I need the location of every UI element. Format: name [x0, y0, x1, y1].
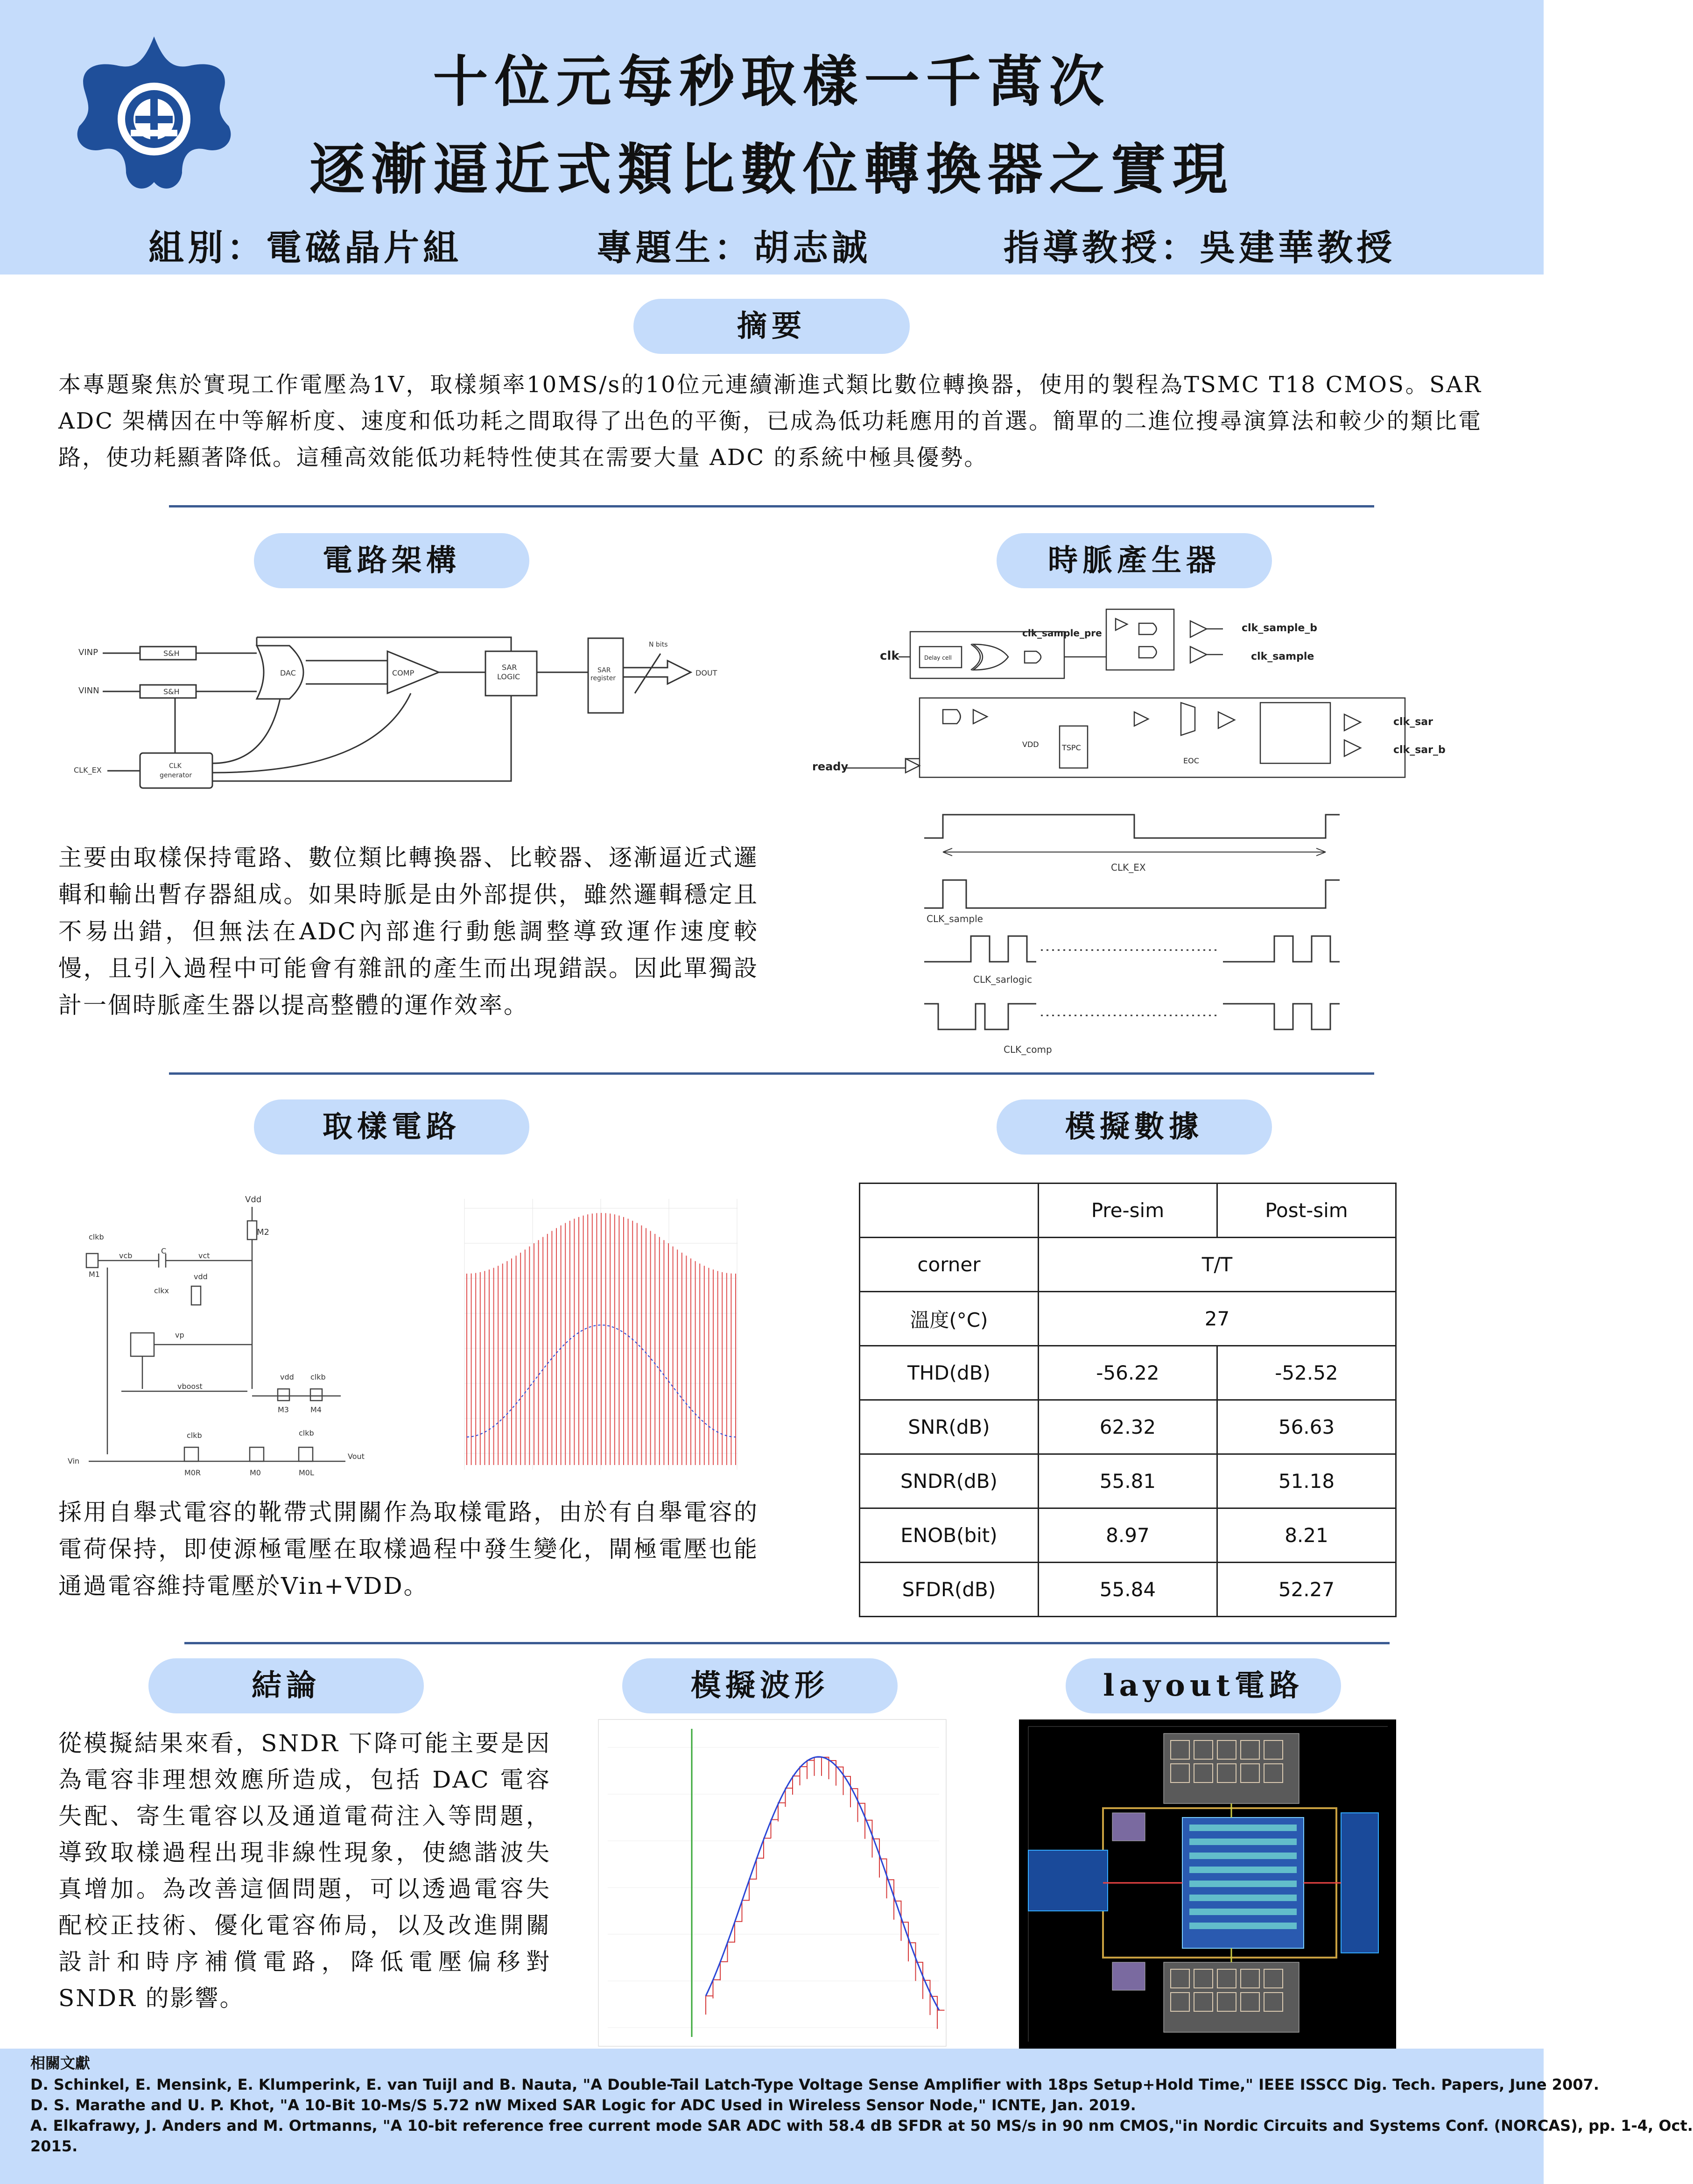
- sch-m3-label: M3: [278, 1405, 289, 1414]
- sh-top-label: S&H: [163, 649, 180, 658]
- sch-m0l-label: M0L: [299, 1468, 314, 1477]
- clk-sar-b-label: clk_sar_b: [1393, 744, 1446, 756]
- table-cell: T/T: [1038, 1238, 1396, 1292]
- sch-m0r-label: M0R: [184, 1468, 201, 1477]
- advisor-label: 指導教授：吳建華教授: [1004, 227, 1396, 268]
- sch-m0-label: M0: [250, 1468, 261, 1477]
- sch-clkb2-label: clkb: [310, 1373, 326, 1381]
- timing-clk-comp-label: CLK_comp: [1004, 1044, 1052, 1055]
- sh-bottom-label: S&H: [163, 687, 180, 696]
- sar-adc-block-diagram: [70, 633, 724, 796]
- sar-logic-label-2: LOGIC: [497, 672, 520, 681]
- tspc-label: TSPC: [1062, 743, 1081, 752]
- sch-m4-label: M4: [310, 1405, 322, 1414]
- clk-sar-latch: [1260, 703, 1330, 763]
- section-divider: [169, 1072, 1374, 1075]
- abstract-heading: 摘要: [633, 299, 910, 354]
- table-cell: 27: [1038, 1292, 1396, 1346]
- dac-label: DAC: [280, 669, 296, 677]
- table-row: [860, 1346, 1396, 1400]
- poster-title-line2: 逐漸逼近式類比數位轉換器之實現: [309, 137, 1234, 202]
- table-cell: 8.97: [1038, 1508, 1217, 1563]
- table-cell: THD(dB): [860, 1346, 1039, 1400]
- simulation-heading: 模擬數據: [997, 1099, 1272, 1155]
- sch-vct-label: vct: [198, 1251, 210, 1260]
- timing-clk-sample-label: CLK_sample: [927, 913, 983, 924]
- reference-item: 2015.: [30, 2137, 78, 2155]
- table-row: [860, 1454, 1396, 1508]
- clock-generator-heading: 時脈產生器: [997, 533, 1272, 588]
- conclusion-heading: 結論: [148, 1658, 424, 1713]
- clk-sar-label: clk_sar: [1393, 716, 1433, 728]
- sch-m1-label: M1: [89, 1270, 100, 1279]
- table-cell: 8.21: [1217, 1508, 1396, 1563]
- table-header-cell: Post-sim: [1217, 1184, 1396, 1238]
- clk-gen-label-1: CLK: [169, 762, 182, 770]
- timing-clk-sarlogic-label: CLK_sarlogic: [973, 974, 1033, 985]
- table-cell: -52.52: [1217, 1346, 1396, 1400]
- timing-diagram: [915, 810, 1349, 1057]
- eoc-label: EOC: [1183, 756, 1199, 765]
- table-cell: 62.32: [1038, 1400, 1217, 1454]
- sch-vout-label: Vout: [348, 1452, 365, 1461]
- sch-vdd-label: vdd: [194, 1272, 208, 1281]
- clk-gen-label-2: generator: [160, 772, 192, 779]
- sar-logic-label-1: SAR: [502, 663, 517, 672]
- poster-title-line1: 十位元每秒取樣一千萬次: [433, 49, 1111, 114]
- clk-generator-block: [140, 753, 212, 788]
- layout-dac-array-bottom: [1164, 1962, 1299, 2032]
- group-label: 組別：電磁晶片組: [148, 227, 462, 268]
- sch-clkb-label: clkb: [89, 1233, 104, 1241]
- sch-m2-label: M2: [257, 1227, 269, 1237]
- table-cell: 52.27: [1217, 1563, 1396, 1617]
- student-label: 專題生：胡志誠: [597, 227, 871, 268]
- timing-clk-ex-label: CLK_EX: [1111, 862, 1146, 873]
- layout-dac-array-top: [1164, 1733, 1299, 1804]
- table-cell: SFDR(dB): [860, 1563, 1039, 1617]
- sch-clkb3-label: clkb: [187, 1431, 202, 1440]
- clk-input-label: clk: [880, 649, 899, 663]
- diagram-vinp-label: VINP: [78, 648, 98, 657]
- abstract-text: 本專題聚焦於實現工作電壓為1V，取樣頻率10MS/s的10位元連續漸進式類比數位轉換器，使用的製程為TSMC T18 CMOS。SAR ADC 架構因在中等解析度、速度和低功耗之間取得了出色的平衡，已成為低功耗應用的首選。簡單的二進位搜尋演算法和較少的類比電路，使功耗顯著降低。這種高效能低功耗特性使其在需要大量 ADC 的系統中極具優勢。: [58, 372, 1482, 471]
- layout-circuit-image: [1019, 1719, 1396, 2049]
- layout-heading: layout電路: [1066, 1658, 1341, 1713]
- table-header-cell: [860, 1184, 1039, 1238]
- bootstrap-switch-schematic: [61, 1193, 365, 1482]
- nbits-label: N bits: [649, 641, 668, 648]
- sch-vin-label: Vin: [68, 1457, 80, 1465]
- ready-label: ready: [812, 760, 849, 773]
- table-header-cell: Pre-sim: [1038, 1184, 1217, 1238]
- sch-clkx-label: clkx: [154, 1286, 169, 1295]
- table-row: [860, 1400, 1396, 1454]
- sar-register-label-1: SAR: [597, 667, 611, 674]
- sampling-text: 採用自舉式電容的靴帶式開關作為取樣電路，由於有自舉電容的電荷保持，即使源極電壓在取樣過程中發生變化，閘極電壓也能通過電容維持電壓於Vin+VDD。: [58, 1499, 759, 1599]
- architecture-text: 主要由取樣保持電路、數位類比轉換器、比較器、逐漸逼近式邏輯和輸出暫存器組成。如果時脈是由外部提供，雖然邏輯穩定且不易出錯，但無法在ADC內部進行動態調整導致運作速度較慢，且引入過程中可能會有雜訊的產生而出現錯誤。因此單獨設計一個時脈產生器以提高整體的運作效率。: [58, 844, 759, 1019]
- table-cell: ENOB(bit): [860, 1508, 1039, 1563]
- table-cell: corner: [860, 1238, 1039, 1292]
- layout-cap-bottom-left: [1112, 1962, 1145, 1990]
- table-row: [860, 1563, 1396, 1617]
- table-header-row: [860, 1184, 1396, 1238]
- sch-c-label: C: [161, 1247, 167, 1255]
- conclusion-text: 從模擬結果來看，SNDR 下降可能主要是因為電容非理想效應所造成，包括 DAC 電容失配、寄生電容以及通道電荷注入等問題，導致取樣過程出現非線性現象，使總諧波失真增加。為改善這個問題，可以透過電容失配校正技術、優化電容佈局，以及改進開關設計和時序補償電路，降低電壓偏移對 SNDR 的影響。: [58, 1730, 551, 2012]
- simulated-waveform-plot: [598, 1719, 946, 2046]
- layout-left-block: [1028, 1850, 1108, 1911]
- comp-label: COMP: [392, 669, 414, 677]
- section-divider: [169, 505, 1374, 507]
- clock-generator-schematic: [812, 605, 1446, 791]
- table-row: [860, 1292, 1396, 1346]
- architecture-heading: 電路架構: [254, 533, 529, 588]
- simulation-results-table: [859, 1183, 1397, 1617]
- clk-sar-loop: [920, 698, 1405, 777]
- table-cell: 56.63: [1217, 1400, 1396, 1454]
- reference-item: A. Elkafrawy, J. Anders and M. Ortmanns, "A 10-bit reference free current mode SAR ADC with 58.4 dB SFDR at 50 MS/s in 90 nm CMOS,"in Nordic Circuits and Systems Conf. (NORCAS), pp. 1-4, Oct.: [30, 2117, 1693, 2135]
- waveform-heading: 模擬波形: [622, 1658, 898, 1713]
- table-row: [860, 1508, 1396, 1563]
- vdd-label: VDD: [1022, 740, 1039, 749]
- clk-sample-label: clk_sample: [1251, 651, 1314, 662]
- clk-sample-pre-label: clk_sample_pre: [1022, 627, 1102, 639]
- sch-vdd2-label: vdd: [280, 1373, 294, 1381]
- dout-label: DOUT: [695, 669, 717, 677]
- reference-item: D. S. Marathe and U. P. Khot, "A 10-Bit 10-Ms/S 5.72 nW Mixed SAR Logic for ADC Used in Wireless Sensor Node," ICNTE, Jan. 2019.: [30, 2096, 1136, 2114]
- sar-register-label-2: register: [590, 675, 616, 682]
- sampling-waveform-plot: [450, 1190, 745, 1479]
- delay-cell-label: Delay cell: [924, 655, 952, 661]
- sch-clkb4-label: clkb: [299, 1429, 314, 1437]
- table-cell: 51.18: [1217, 1454, 1396, 1508]
- table-row: [860, 1238, 1396, 1292]
- sch-vdd-top-label: Vdd: [245, 1195, 262, 1205]
- table-cell: -56.22: [1038, 1346, 1217, 1400]
- reference-item: D. Schinkel, E. Mensink, E. Klumperink, E. van Tuijl and B. Nauta, "A Double-Tail Latch-Type Voltage Sense Amplifier with 18ps Setup+Hold Time," IEEE ISSCC Dig. Tech. Papers, June 2007.: [30, 2076, 1599, 2093]
- section-divider: [184, 1642, 1390, 1644]
- sch-vboost-label: vboost: [177, 1382, 203, 1391]
- table-cell: 溫度(°C): [860, 1292, 1039, 1346]
- table-cell: 55.81: [1038, 1454, 1217, 1508]
- sch-vp-label: vp: [175, 1331, 184, 1339]
- clk-sample-b-label: clk_sample_b: [1242, 622, 1318, 634]
- layout-cap-top-left: [1112, 1813, 1145, 1841]
- references-heading: 相關文獻: [30, 2054, 91, 2072]
- table-cell: SNDR(dB): [860, 1454, 1039, 1508]
- clk-ex-label: CLK_EX: [74, 766, 102, 775]
- sampling-heading: 取樣電路: [254, 1099, 529, 1155]
- diagram-vinn-label: VINN: [78, 686, 99, 696]
- table-cell: 55.84: [1038, 1563, 1217, 1617]
- layout-right-block: [1341, 1813, 1378, 1953]
- dout-arrow: [623, 661, 691, 684]
- table-cell: SNR(dB): [860, 1400, 1039, 1454]
- sch-vcb-label: vcb: [119, 1251, 133, 1260]
